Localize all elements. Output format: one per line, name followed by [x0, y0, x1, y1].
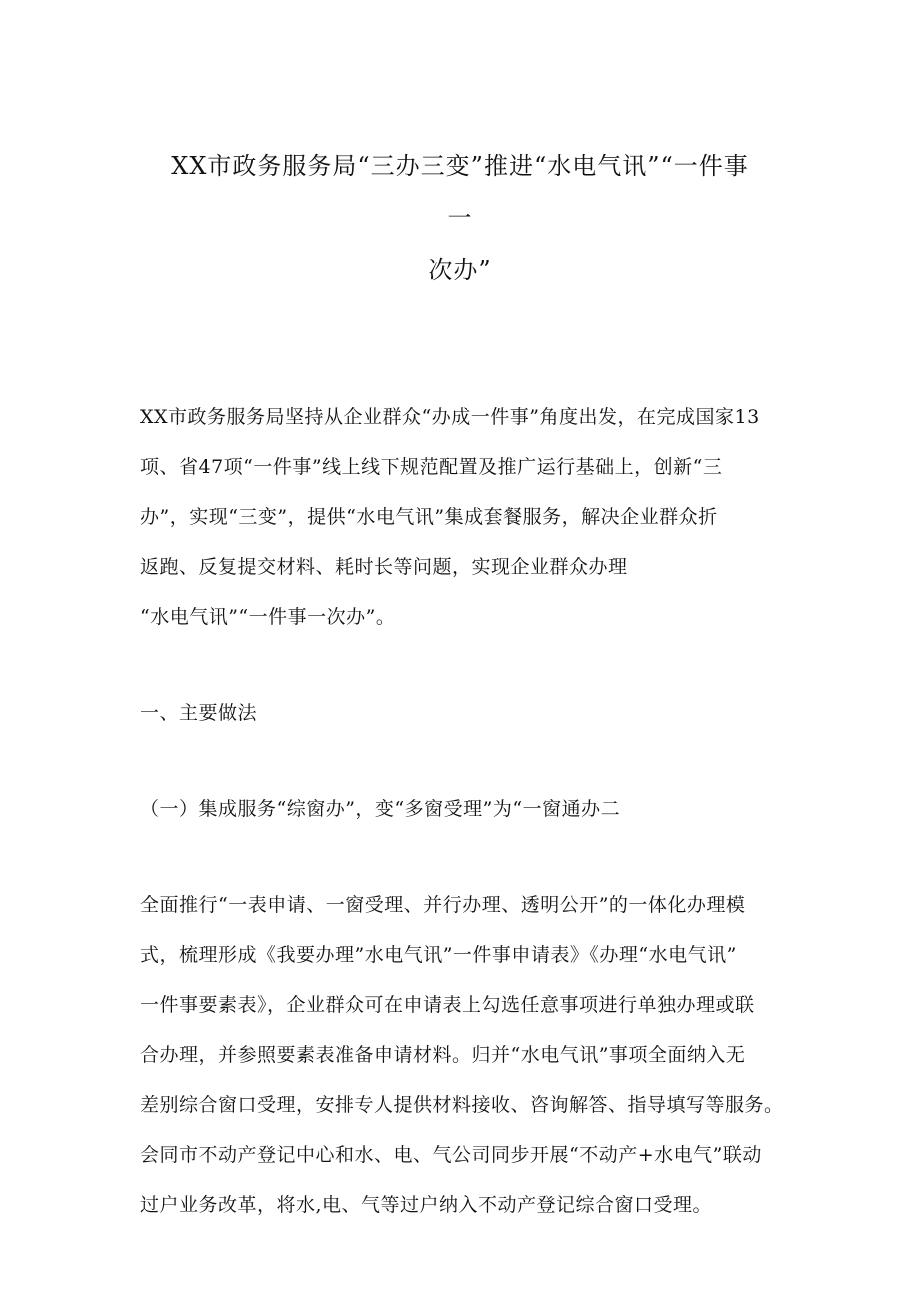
body-line: 差别综合窗口受理，安排专人提供材料接收、咨询解答、指导填写等服务。 [140, 1094, 784, 1116]
title-line-3: 次办” [428, 256, 492, 284]
intro-line: 项、省47项“一件事”线上线下规范配置及推广运行基础上，创新“三 [140, 456, 723, 478]
intro-line: “水电气讯”“一件事一次办”。 [140, 606, 396, 628]
body-line: 式，梳理形成《我要办理”水电气讯”一件事申请表》《办理“水电气讯” [140, 944, 737, 966]
body-line: 一件事要素表》，企业群众可在申请表上勾选任意事项进行单独办理或联 [140, 994, 755, 1016]
document-body [140, 392, 800, 1230]
title-line-2: 一 [447, 204, 473, 232]
body-line: 会同市不动产登记中心和水、电、气公司同步开展“不动产+水电气”联动 [140, 1144, 762, 1166]
document-title [0, 140, 920, 296]
body-line: 合办理，并参照要素表准备申请材料。归并“水电气讯”事项全面纳入无 [140, 1044, 746, 1066]
intro-line: 办”，实现“三变”，提供“水电气讯”集成套餐服务，解决企业群众折 [140, 506, 718, 528]
title-line-1: XX市政务服务局“三办三变”推进“水电气讯”“一件事 [171, 152, 749, 180]
intro-paragraph [140, 392, 800, 642]
subsection-heading: （一）集成服务“综窗办”，变“多窗受理”为“一窗通办二 [140, 798, 621, 820]
body-paragraph [140, 880, 800, 1230]
body-line: 全面推行“一表申请、一窗受理、并行办理、透明公开”的一体化办理模 [140, 894, 746, 916]
intro-line: XX市政务服务局坚持从企业群众“办成一件事”角度出发，在完成国家13 [140, 406, 760, 428]
intro-line: 返跑、反复提交材料、耗时长等问题，实现企业群众办理 [140, 556, 628, 578]
body-line: 过户业务改革，将水,电、气等过户纳入不动产登记综合窗口受理。 [140, 1194, 713, 1216]
section-heading: 一、主要做法 [140, 702, 258, 724]
